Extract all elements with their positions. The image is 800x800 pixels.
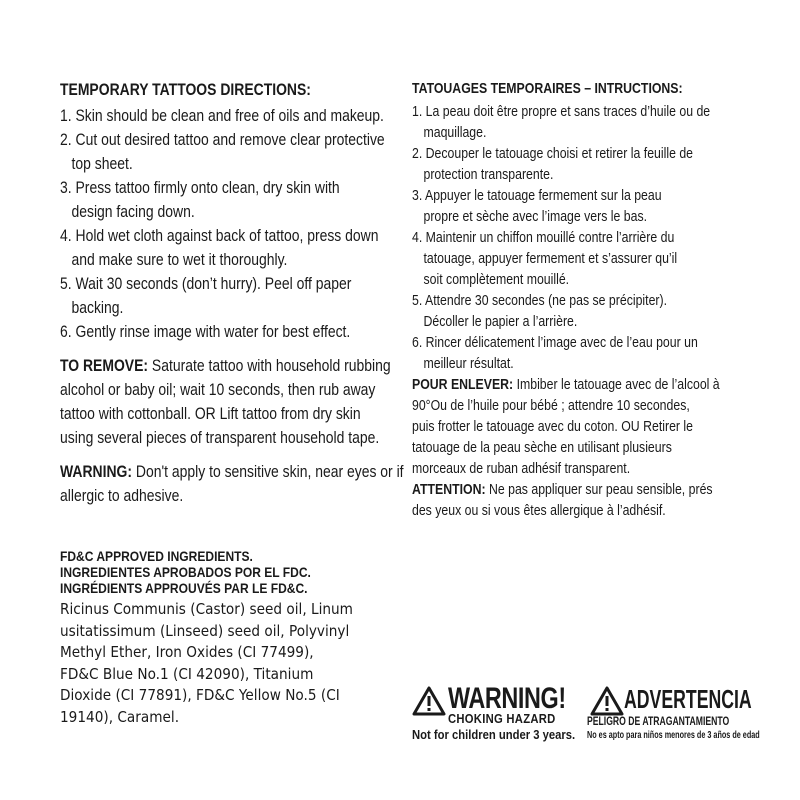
step-line: 6. Rincer délicatement l’image avec de l’eau pour un [412,334,698,351]
ingredients-heading: INGREDIENTES APROBADOS POR EL FDC. [60,564,311,580]
directions-heading-en: TEMPORARY TATTOOS DIRECTIONS: [60,80,311,99]
warning-triangle-icon [590,686,624,716]
step-line: meilleur résultat. [423,355,514,372]
step-item [60,224,379,272]
step-line: 2. Cut out desired tattoo and remove clear protective [60,130,385,149]
remove-text: tattoo with cottonball. OR Lift tattoo from dry skin [60,404,361,423]
step-line: 6. Gently rinse image with water for best effect. [60,322,351,341]
step-line: soit complètement mouillé. [423,271,570,288]
warning-paragraph-fr [412,479,713,521]
step-item [60,272,352,320]
step-line: protection transparente. [423,166,554,183]
step-item [60,320,351,344]
warning-note-en: Not for children under 3 years. [412,728,576,742]
remove-paragraph-en [60,354,391,450]
step-line: 1. La peau doit être propre et sans traces d’huile ou de [412,103,711,120]
step-item [412,101,711,143]
steps-list-fr [412,101,711,374]
directions-heading-fr: TATOUAGES TEMPORAIRES – INTRUCTIONS: [412,80,683,97]
remove-text: using several pieces of transparent household tape. [60,428,380,447]
step-line: 5. Attendre 30 secondes (ne pas se précipiter). [412,292,668,309]
step-item [412,332,699,374]
step-item [60,104,384,128]
remove-text: morceaux de ruban adhésif transparent. [412,460,631,477]
step-item [60,176,339,224]
step-line: 1. Skin should be clean and free of oils and makeup. [60,106,384,125]
remove-text: 90°Ou de l’huile pour bébé ; attendre 10 secondes, [412,397,690,414]
warning-title-es: ADVERTENCIA [624,684,752,714]
remove-text: Saturate tattoo with household rubbing [148,356,391,375]
step-line: 3. Press tattoo firmly onto clean, dry skin with [60,178,340,197]
ingredients-line: usitatissimum (Linseed) seed oil, Polyvinyl [60,621,350,640]
remove-text: tatouage de la peau sèche en utilisant plusieurs [412,439,672,456]
remove-text: Imbiber le tatouage avec de l’alcool à [513,376,720,393]
step-item [412,143,699,185]
warning-title-en: WARNING! [448,682,566,715]
step-line: and make sure to wet it thoroughly. [71,250,288,269]
steps-list-en [60,104,385,344]
ingredients-line: Dioxide (CI 77891), FD&C Yellow No.5 (CI [60,686,340,704]
warning-label-fr: ATTENTION: [412,481,486,498]
ingredients-block [60,548,400,728]
step-line: 4. Maintenir un chiffon mouillé contre l’arrière du [412,229,675,246]
ingredients-line: 19140), Caramel. [60,707,180,726]
remove-label-fr: POUR ENLEVER: [412,376,514,393]
warning-triangle-icon [412,686,446,716]
step-line: design facing down. [71,202,195,221]
warning-subtitle-en: CHOKING HAZARD [448,712,556,726]
step-line: 4. Hold wet cloth against back of tattoo, press down [60,226,379,245]
ingredients-line: Methyl Ether, Iron Oxides (CI 77499), [60,643,314,661]
warning-note-es: No es apto para niños menores de 3 años de edad [587,729,760,741]
remove-text: alcohol or baby oil; wait 10 seconds, then rub away [60,380,376,399]
ingredients-line: Ricinus Communis (Castor) seed oil, Linum [60,600,353,618]
step-line: tatouage, appuyer fermement et s’assurer qu’il [423,250,678,267]
remove-paragraph-fr [412,374,720,479]
step-line: backing. [71,298,124,317]
step-line: 5. Wait 30 seconds (don’t hurry). Peel off paper [60,274,352,293]
step-line: 3. Appuyer le tatouage fermement sur la peau [412,187,662,204]
warning-paragraph-en [60,460,404,508]
warning-text: allergic to adhesive. [60,486,184,505]
ingredients-heading: FD&C APPROVED INGREDIENTS. [60,548,253,564]
step-line: top sheet. [71,154,133,173]
warning-label-en: WARNING: [60,462,133,481]
step-item [412,185,699,227]
step-line: Décoller le papier a l’arrière. [423,313,578,330]
warning-subtitle-es: PELIGRO DE ATRAGANTAMIENTO [587,714,730,728]
step-line: 2. Decouper le tatouage choisi et retirer la feuille de [412,145,694,162]
step-line: maquillage. [423,124,487,141]
ingredients-heading: INGRÉDIENTS APPROUVÉS PAR LE FD&C. [60,580,308,596]
step-item [60,128,385,176]
step-item [412,227,699,290]
directions-french [412,80,762,521]
warning-text: Ne pas appliquer sur peau sensible, prés [485,481,713,498]
remove-text: puis frotter le tatouage avec du coton. OU Retirer le [412,418,694,435]
step-line: propre et sèche avec l’image vers le bas. [423,208,648,225]
warning-text: Don't apply to sensitive skin, near eyes or if [132,462,404,481]
step-item [412,290,699,332]
choking-hazard-warning [412,682,760,744]
warning-text: des yeux ou si vous êtes allergique à l’adhésif. [412,502,666,519]
ingredients-line: FD&C Blue No.1 (CI 42090), Titanium [60,664,314,683]
remove-label-en: TO REMOVE: [60,356,149,375]
directions-english [60,80,404,508]
